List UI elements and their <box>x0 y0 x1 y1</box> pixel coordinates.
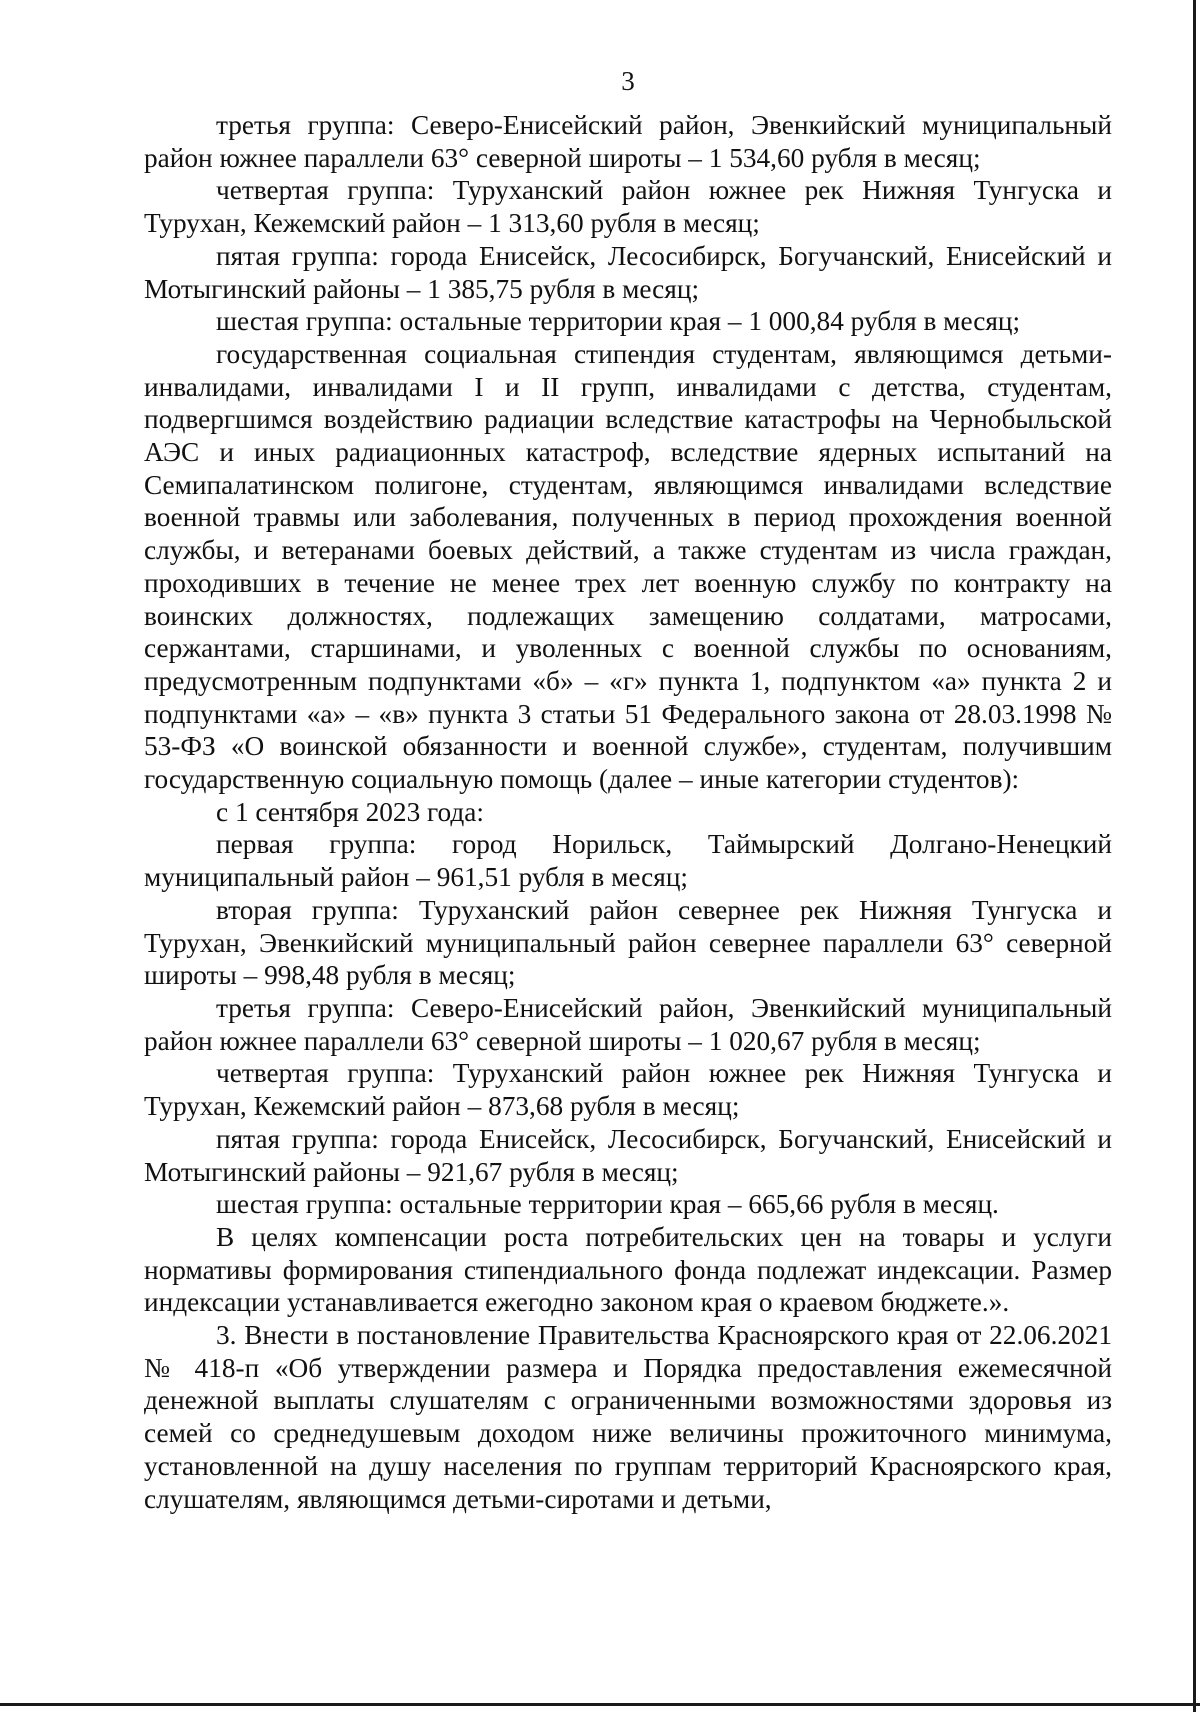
paragraph-fifth-group-2: пятая группа: города Енисейск, Лесосибирск, Богучанский, Енисейский и Мотыгинский районы – 921,67 рубля в месяц; <box>144 1123 1112 1187</box>
paragraph-third-group-1: третья группа: Северо-Енисейский район, Эвенкийский муниципальный район южнее параллели 63° северной широты – 1 534,60 рубля в месяц; <box>144 110 1112 173</box>
scan-bottom-edge <box>0 1703 1200 1706</box>
paragraph-sixth-group-2: шестая группа: остальные территории края – 665,66 рубля в месяц. <box>216 1189 999 1220</box>
paragraph-fourth-group-2: четвертая группа: Туруханский район южнее рек Нижняя Тунгуска и Турухан, Кежемский район – 873,68 рубля в месяц; <box>144 1058 1112 1122</box>
paragraph-indexation: В целях компенсации роста потребительских цен на товары и услуги нормативы формирования стипендиального фонда подлежат индексации. Размер индексации устанавливается ежегодно законом края о краевом бюджете.». <box>144 1221 1112 1318</box>
document-body <box>144 109 1112 1515</box>
scan-right-edge <box>1193 0 1196 1712</box>
page-number: 3 <box>621 66 635 96</box>
paragraph-date: с 1 сентября 2023 года: <box>216 796 485 827</box>
paragraph-item-3: 3. Внести в постановление Правительства Красноярского края от 22.06.2021 № 418-п «Об утверждении размера и Порядка предоставления ежемесячной денежной выплаты слушателям с ограниченными возможностями здоровья из семей со среднедушевым доходом ниже величины прожиточного минимума, установленной на душу населения по группам территорий Красноярского края, слушателям, являющимся детьми-сиротами и детьми, <box>144 1320 1112 1514</box>
paragraph-fourth-group-1: четвертая группа: Туруханский район южнее рек Нижняя Тунгуска и Турухан, Кежемский район – 1 313,60 рубля в месяц; <box>144 175 1112 239</box>
paragraph-third-group-2: третья группа: Северо-Енисейский район, Эвенкийский муниципальный район южнее параллели 63° северной широты – 1 020,67 рубля в месяц; <box>144 992 1112 1056</box>
paragraph-social-stipend: государственная социальная стипендия студентам, являющимся детьми-инвалидами, инвалидами I и II групп, инвалидами с детства, студентам, подвергшимся воздействию радиации вследствие катастрофы на Чернобыльской АЭС и иных радиационных катастроф, вследствие ядерных испытаний на Семипалатинском полигоне, студентам, являющимся инвалидами вследствие военной травмы или заболевания, полученных в период прохождения военной службы, и ветеранами боевых действий, а также студентам из числа граждан, проходивших в течение не менее трех лет военную службу по контракту на воинских должностях, подлежащих замещению солдатами, матросами, сержантами, старшинами, и уволенных с военной службы по основаниям, предусмотренным подпунктами «б» – «г» пункта 1, подпунктом «а» пункта 2 и подпунктами «а» – «в» пункта 3 статьи 51 Федерального закона от 28.03.1998 № 53-ФЗ «О воинской обязанности и военной службе», студентам, получившим государственную социальную помощь (далее – иные категории студентов): <box>144 338 1112 795</box>
paragraph-sixth-group-1: шестая группа: остальные территории края – 1 000,84 рубля в месяц; <box>216 306 1021 337</box>
paragraph-first-group-2: первая группа: город Норильск, Таймырский Долгано-Ненецкий муниципальный район – 961,51 рубля в месяц; <box>144 829 1112 893</box>
paragraph-second-group-2: вторая группа: Туруханский район севернее рек Нижняя Тунгуска и Турухан, Эвенкийский муниципальный район севернее параллели 63° северной широты – 998,48 рубля в месяц; <box>144 894 1112 991</box>
paragraph-fifth-group-1: пятая группа: города Енисейск, Лесосибирск, Богучанский, Енисейский и Мотыгинский районы – 1 385,75 рубля в месяц; <box>144 240 1112 304</box>
